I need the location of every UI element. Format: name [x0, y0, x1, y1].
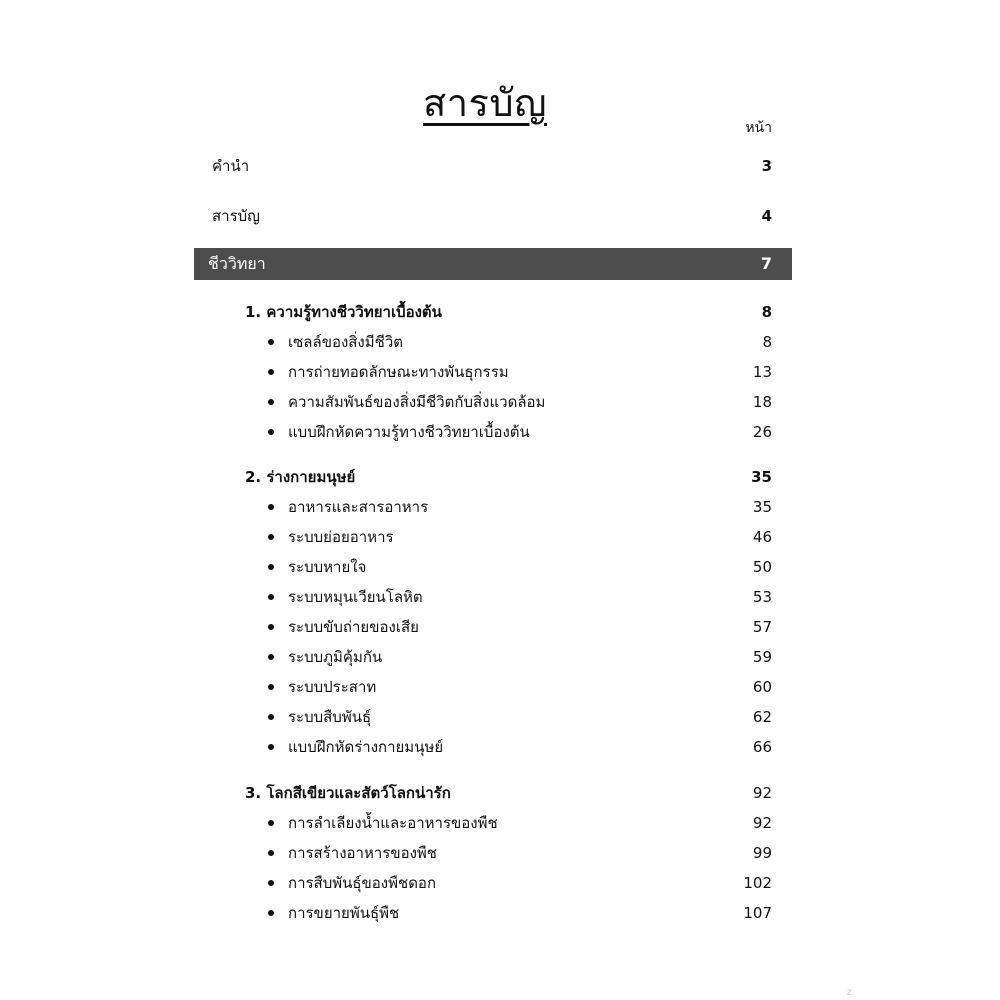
list-item[interactable] — [0, 390, 1000, 414]
corner-mark: z — [846, 987, 852, 998]
bullet-icon — [268, 714, 274, 720]
chapter-page: 35 — [751, 468, 772, 486]
page-title: สารบัญ — [423, 81, 547, 125]
item-label: ระบบภูมิคุ้มกัน — [288, 648, 383, 666]
section-label: ชีววิทยา — [208, 254, 266, 273]
toc-entry-label: สารบัญ — [212, 207, 260, 225]
bullet-icon — [268, 850, 274, 856]
bullet-icon — [268, 504, 274, 510]
bullet-icon — [268, 594, 274, 600]
item-label: การสร้างอาหารของพืช — [288, 844, 437, 862]
list-item[interactable] — [0, 811, 1000, 835]
toc-entry-contents[interactable] — [0, 204, 1000, 228]
list-item[interactable] — [0, 735, 1000, 759]
bullet-icon — [268, 820, 274, 826]
item-page: 99 — [752, 844, 772, 862]
toc-entry-preface[interactable] — [0, 154, 1000, 178]
chapter-label: 2. ร่างกายมนุษย์ — [245, 468, 356, 486]
list-item[interactable] — [0, 555, 1000, 579]
bullet-icon — [268, 910, 274, 916]
page-column-header: หน้า — [745, 120, 772, 136]
item-page: 59 — [752, 648, 772, 666]
bullet-icon — [268, 880, 274, 886]
item-label: แบบฝึกหัดร่างกายมนุษย์ — [288, 738, 444, 756]
list-item[interactable] — [0, 525, 1000, 549]
item-label: ระบบขับถ่ายของเสีย — [288, 618, 419, 636]
item-page: 46 — [752, 528, 772, 546]
item-page: 53 — [752, 588, 772, 606]
list-item[interactable] — [0, 420, 1000, 444]
bullet-icon — [268, 369, 274, 375]
item-page: 92 — [752, 814, 772, 832]
item-page: 62 — [752, 708, 772, 726]
list-item[interactable] — [0, 585, 1000, 609]
list-item[interactable] — [0, 330, 1000, 354]
item-page: 66 — [752, 738, 772, 756]
item-page: 60 — [752, 678, 772, 696]
toc-entry-label: คำนำ — [212, 157, 250, 175]
chapter-label: 3. โลกสีเขียวและสัตว์โลกน่ารัก — [245, 784, 451, 802]
list-item[interactable] — [0, 705, 1000, 729]
item-label: การลำเลียงน้ำและอาหารของพืช — [288, 814, 498, 832]
item-label: การถ่ายทอดลักษณะทางพันธุกรรม — [288, 363, 509, 381]
bullet-icon — [268, 429, 274, 435]
list-item[interactable] — [0, 901, 1000, 925]
bullet-icon — [268, 534, 274, 540]
section-page: 7 — [760, 254, 772, 273]
item-label: ระบบสืบพันธุ์ — [288, 708, 372, 726]
item-page: 57 — [752, 618, 772, 636]
bullet-icon — [268, 684, 274, 690]
item-page: 102 — [743, 874, 772, 892]
list-item[interactable] — [0, 615, 1000, 639]
item-label: ระบบหมุนเวียนโลหิต — [288, 588, 423, 606]
item-label: ความสัมพันธ์ของสิ่งมีชีวิตกับสิ่งแวดล้อม — [288, 393, 546, 411]
chapter-3[interactable] — [0, 781, 1000, 805]
item-page: 35 — [752, 498, 772, 516]
item-page: 13 — [752, 363, 772, 381]
list-item[interactable] — [0, 495, 1000, 519]
item-page: 50 — [752, 558, 772, 576]
bullet-icon — [268, 339, 274, 345]
chapter-page: 92 — [752, 784, 772, 802]
list-item[interactable] — [0, 360, 1000, 384]
chapter-1[interactable] — [0, 300, 1000, 324]
item-label: เซลล์ของสิ่งมีชีวิต — [288, 333, 403, 351]
item-page: 26 — [752, 423, 772, 441]
item-label: ระบบย่อยอาหาร — [288, 528, 394, 546]
list-item[interactable] — [0, 645, 1000, 669]
item-label: การสืบพันธุ์ของพืชดอก — [288, 874, 437, 892]
toc-entry-page: 3 — [761, 157, 772, 175]
bullet-icon — [268, 564, 274, 570]
item-label: การขยายพันธุ์พืช — [288, 904, 400, 922]
item-label: ระบบประสาท — [288, 678, 377, 696]
toc-entry-page: 4 — [761, 207, 772, 225]
item-label: อาหารและสารอาหาร — [288, 498, 429, 516]
list-item[interactable] — [0, 675, 1000, 699]
item-label: ระบบหายใจ — [288, 558, 367, 576]
section-header-biology[interactable] — [194, 248, 792, 280]
item-label: แบบฝึกหัดความรู้ทางชีววิทยาเบื้องต้น — [288, 423, 530, 441]
chapter-2[interactable] — [0, 465, 1000, 489]
list-item[interactable] — [0, 871, 1000, 895]
chapter-page: 8 — [761, 303, 772, 321]
chapter-label: 1. ความรู้ทางชีววิทยาเบื้องต้น — [245, 303, 442, 321]
item-page: 8 — [762, 333, 772, 351]
bullet-icon — [268, 399, 274, 405]
list-item[interactable] — [0, 841, 1000, 865]
item-page: 107 — [743, 904, 772, 922]
bullet-icon — [268, 624, 274, 630]
bullet-icon — [268, 654, 274, 660]
bullet-icon — [268, 744, 274, 750]
item-page: 18 — [752, 393, 772, 411]
